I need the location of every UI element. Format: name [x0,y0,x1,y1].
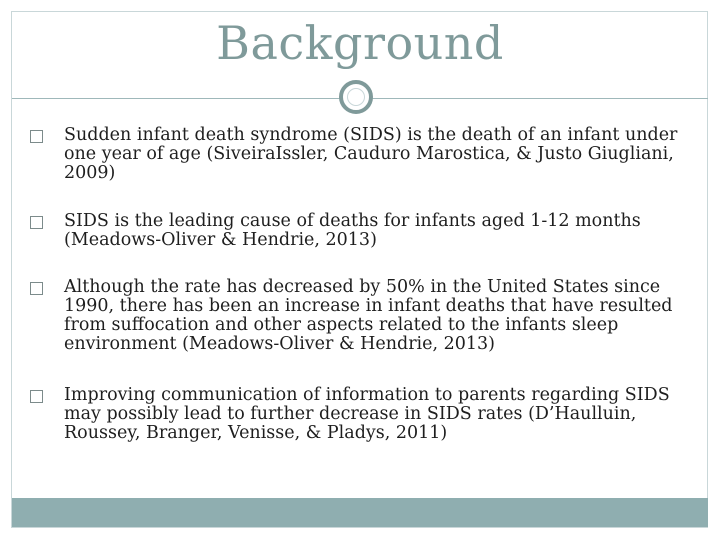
bullet-text: Sudden infant death syndrome (SIDS) is the death of an infant under one year of age (SiveiraIssler, Cauduro Marostica, & Justo Giugliani, 2009) [64,125,678,183]
square-bullet-icon [30,130,43,143]
bullet-item [30,386,698,443]
circle-ornament-inner [347,88,365,106]
bullet-list [30,126,698,472]
slide-title: Background [216,16,504,70]
bullet-item [30,212,698,250]
circle-ornament-icon [339,80,373,114]
footer-band [12,498,708,527]
bullet-text: Although the rate has decreased by 50% in the United States since 1990, there has been an increase in infant deaths that have resulted from suffocation and other aspects related to the infants sleep environment (Meadows-Oliver & Hendrie, 2013) [64,277,673,355]
bullet-text: Improving communication of information to parents regarding SIDS may possibly lead to further decrease in SIDS rates (D’Haulluin, Roussey, Branger, Venisse, & Pladys, 2011) [64,385,670,443]
bullet-text: SIDS is the leading cause of deaths for infants aged 1-12 months (Meadows-Oliver & Hendrie, 2013) [64,210,641,250]
bullet-item [30,126,698,183]
square-bullet-icon [30,216,43,229]
square-bullet-icon [30,282,43,295]
bullet-item [30,278,698,354]
square-bullet-icon [30,390,43,403]
